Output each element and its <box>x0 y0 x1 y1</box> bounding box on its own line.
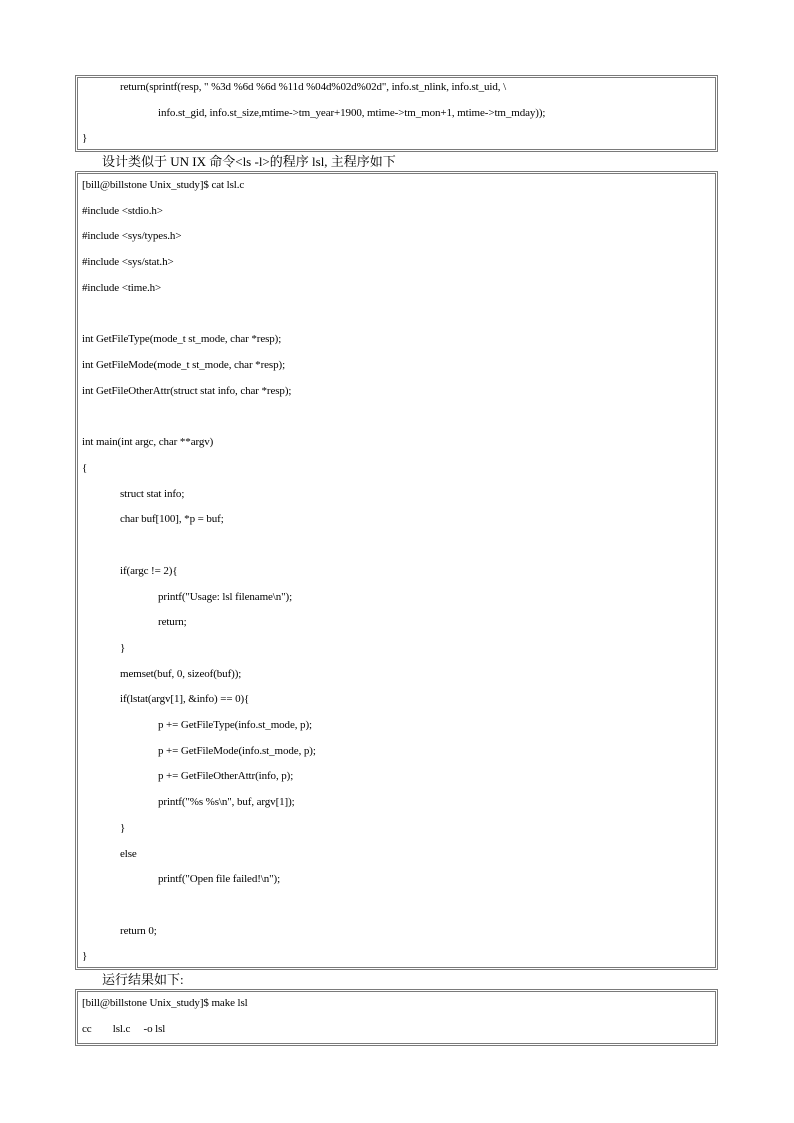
code-line: if(argc != 2){ <box>120 565 178 577</box>
code-line: p += GetFileType(info.st_mode, p); <box>158 719 312 731</box>
code-line: int GetFileMode(mode_t st_mode, char *resp); <box>82 359 286 371</box>
section-caption-run-result: 运行结果如下: <box>102 972 184 987</box>
code-line: { <box>82 462 88 474</box>
section-caption-lsl-program: 设计类似于 UN IX 命令<ls -l>的程序 lsl, 主程序如下 <box>102 154 396 169</box>
code-line: printf("Usage: lsl filename\n"); <box>158 591 293 603</box>
code-line: printf("Open file failed!\n"); <box>158 873 281 885</box>
code-line: char buf[100], *p = buf; <box>120 513 224 525</box>
code-line: #include <time.h> <box>82 282 162 294</box>
code-line: int GetFileOtherAttr(struct stat info, char *resp); <box>82 385 292 397</box>
code-line: printf("%s %s\n", buf, argv[1]); <box>158 796 295 808</box>
code-line: [bill@billstone Unix_study]$ cat lsl.c <box>82 179 245 191</box>
code-line: struct stat info; <box>120 488 185 500</box>
code-line: else <box>120 848 137 860</box>
code-line: return; <box>158 616 187 628</box>
code-line: cc lsl.c -o lsl <box>82 1023 166 1035</box>
code-line: return 0; <box>120 925 157 937</box>
code-line: return(sprintf(resp, " %3d %6d %6d %11d %04d%02d%02d", info.st_nlink, info.st_uid, \ <box>120 81 507 93</box>
code-line: info.st_gid, info.st_size,mtime->tm_year+1900, mtime->tm_mon+1, mtime->tm_mday)); <box>158 107 546 119</box>
code-block-sprintf-fragment <box>75 75 718 152</box>
code-line: p += GetFileMode(info.st_mode, p); <box>158 745 316 757</box>
code-line: memset(buf, 0, sizeof(buf)); <box>120 668 242 680</box>
code-line: #include <stdio.h> <box>82 205 163 217</box>
code-line: } <box>82 950 88 962</box>
code-line: #include <sys/stat.h> <box>82 256 174 268</box>
code-line: p += GetFileOtherAttr(info, p); <box>158 770 294 782</box>
code-line: } <box>120 642 126 654</box>
code-line: int GetFileType(mode_t st_mode, char *resp); <box>82 333 282 345</box>
code-line: if(lstat(argv[1], &info) == 0){ <box>120 693 250 705</box>
code-line: #include <sys/types.h> <box>82 230 182 242</box>
code-line: int main(int argc, char **argv) <box>82 436 214 448</box>
code-block-lsl-main <box>75 171 718 970</box>
code-line: [bill@billstone Unix_study]$ make lsl <box>82 997 248 1009</box>
code-block-make-output <box>75 989 718 1046</box>
code-line: } <box>82 132 88 144</box>
code-line: } <box>120 822 126 834</box>
